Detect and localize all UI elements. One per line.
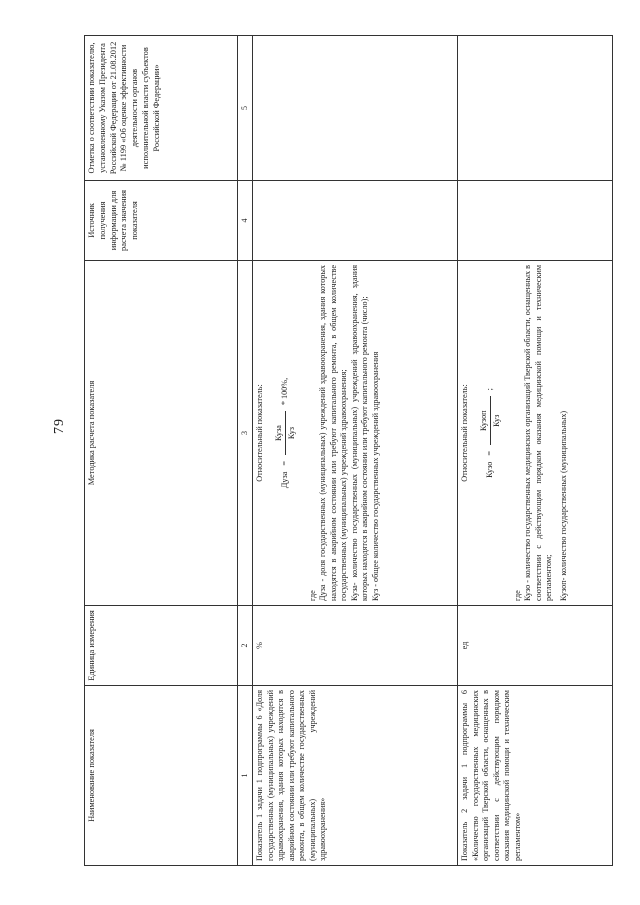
formula-denominator: Куз bbox=[492, 414, 502, 427]
header-row bbox=[85, 36, 238, 866]
header-note: Отметка о соответствии показателю, установленному Указом Президента Российской Федерации от 21.08.2012 № 1199 «Об оценке эффективности деятельности органов исполнительной власти субъектов Российской Федерации» bbox=[85, 36, 238, 181]
formula-tail: * 100%, bbox=[280, 377, 290, 406]
column-number: 3 bbox=[238, 261, 253, 606]
method-title: Относительный показатель: bbox=[460, 384, 470, 482]
table-row bbox=[458, 36, 613, 866]
formula bbox=[274, 265, 298, 601]
indicator-unit: % bbox=[253, 606, 458, 686]
indicators-table bbox=[84, 35, 613, 866]
formula-numerator: Куза bbox=[274, 411, 287, 455]
formula-lhs: Кузо bbox=[485, 461, 495, 478]
formula-denominator: Куз bbox=[287, 426, 297, 440]
column-number: 4 bbox=[238, 181, 253, 261]
rotated-content bbox=[84, 36, 624, 866]
column-number: 5 bbox=[238, 36, 253, 181]
page-number: 79 bbox=[52, 418, 67, 434]
method-title: Относительный показатель: bbox=[255, 384, 265, 482]
formula-eq: = bbox=[280, 460, 290, 466]
indicator-method bbox=[253, 261, 458, 606]
indicator-name: Показатель 2 задачи 1 подпрограммы 6 «Количество государственных медицинских организаций Тверской области, оснащенных в соответствии с действующим порядком оказания медицинской помощи и техническим регламентом» bbox=[458, 686, 613, 866]
definition: Дуза - доля государственных (муниципальных) учреждений здравоохранения, здания которых находятся в аварийном состоянии или требуют капитального ремонта, в общем количестве государственных (муниципальных) учреждений здравоохранения; bbox=[318, 265, 349, 601]
formula-eq: = bbox=[485, 451, 495, 456]
table-row bbox=[253, 36, 458, 866]
indicator-name: Показатель 1 задачи 1 подпрограммы 6 «Доля государственных (муниципальных) учреждений здравоохранения, здания которых находятся в аварийном состоянии или требуют капитального ремонта, в общем количестве государственных (муниципальных) учреждений здравоохранения» bbox=[253, 686, 458, 866]
header-source: Источник получения информации для расчета значения показателя bbox=[85, 181, 238, 261]
formula-lhs: Дуза bbox=[280, 471, 290, 489]
header-method: Методика расчета показателя bbox=[85, 261, 238, 606]
formula-fraction bbox=[274, 411, 298, 455]
header-unit: Единица измерения bbox=[85, 606, 238, 686]
column-number-row bbox=[238, 36, 253, 866]
indicator-unit: ед bbox=[458, 606, 613, 686]
definition: Кузоп- количество государственных (муниципальных) bbox=[558, 410, 568, 601]
rotated-page bbox=[84, 36, 624, 866]
definition: Кузо - количество государственных медицинских организаций Тверской области, оснащенных в соответствии с действующим порядком оказания медицинской помощи и техническим регламентом; bbox=[523, 265, 554, 601]
header-name: Наименование показателя bbox=[85, 686, 238, 866]
indicator-note bbox=[253, 36, 458, 181]
formula-fraction bbox=[479, 396, 503, 445]
definition: Куза- количество государственных (муниципальных) учреждений здравоохранения, здания которых находятся в аварийном состоянии или требуют капитального ремонта (число); bbox=[349, 265, 370, 601]
column-number: 1 bbox=[238, 686, 253, 866]
formula-numerator: Кузоп bbox=[479, 396, 492, 445]
indicator-note bbox=[458, 36, 613, 181]
indicator-method bbox=[458, 261, 613, 606]
indicator-source bbox=[253, 181, 458, 261]
indicator-source bbox=[458, 181, 613, 261]
where-label: где bbox=[307, 590, 317, 601]
column-number: 2 bbox=[238, 606, 253, 686]
formula bbox=[479, 265, 503, 601]
definition: Куз - общее количество государственных учреждений здравоохранения bbox=[370, 351, 380, 601]
where-label: где bbox=[512, 590, 522, 601]
formula-tail: ; bbox=[485, 388, 495, 391]
